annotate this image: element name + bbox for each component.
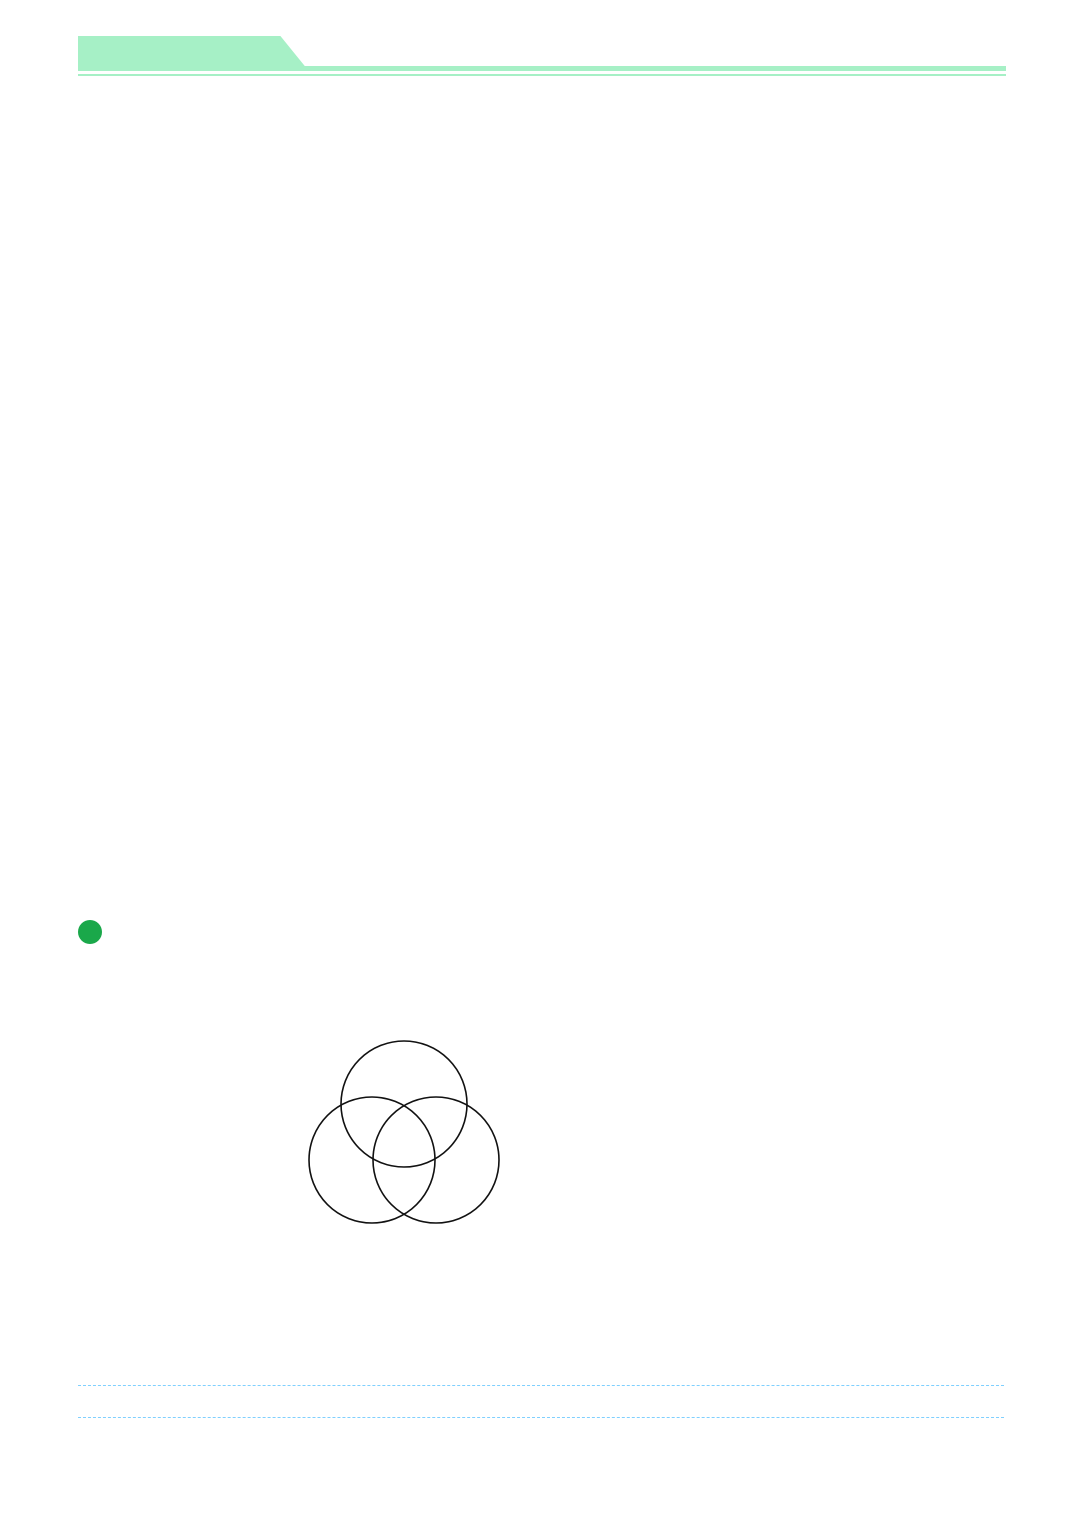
circle-o1 xyxy=(341,1041,467,1167)
analysis-row-1 xyxy=(78,1355,1004,1386)
header-rule-thin xyxy=(78,74,1006,76)
figure-2-circles xyxy=(300,1034,510,1234)
circle-o3 xyxy=(373,1097,499,1223)
header-tab-decoration xyxy=(78,36,308,70)
header-rule xyxy=(78,66,1006,71)
analysis-row-2 xyxy=(78,1388,1004,1418)
circle-o2 xyxy=(309,1097,435,1223)
question-number-badge xyxy=(78,920,102,944)
figure-1-emblem xyxy=(118,1060,290,1220)
page-header xyxy=(78,36,1006,80)
